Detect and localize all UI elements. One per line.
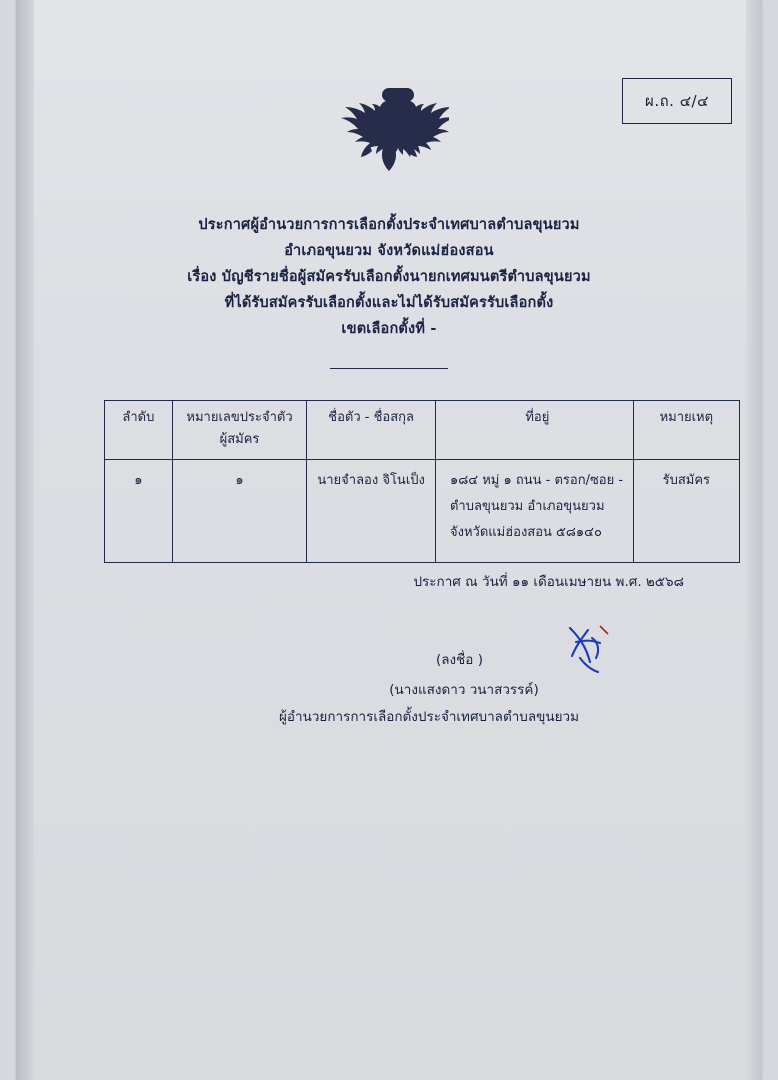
signature-label: (ลงชื่อ ) xyxy=(436,652,483,668)
document-heading xyxy=(16,212,762,342)
column-header-address: ที่อยู่ xyxy=(435,401,633,460)
cell-name: นายจำลอง จิโนเป็ง xyxy=(307,460,436,563)
signature-title: ผู้อำนวยการการเลือกตั้งประจำเทศบาลตำบลขุนยวม xyxy=(279,709,579,725)
heading-line-4: ที่ได้รับสมัครรับเลือกตั้งและไม่ได้รับสมัครรับเลือกตั้ง xyxy=(224,295,554,311)
table-row xyxy=(105,460,740,563)
cell-note: รับสมัคร xyxy=(633,460,739,563)
column-header-candidate-number-line1: หมายเลขประจำตัว xyxy=(186,410,293,425)
column-header-name: ชื่อตัว - ชื่อสกุล xyxy=(307,401,436,460)
column-header-candidate-number-line2: ผู้สมัคร xyxy=(219,432,260,447)
handwritten-signature xyxy=(556,622,616,678)
garuda-emblem-icon xyxy=(16,82,762,182)
heading-divider xyxy=(330,368,448,369)
announced-date: ประกาศ ณ วันที่ ๑๑ เดือนเมษายน พ.ศ. ๒๕๖๘ xyxy=(413,574,684,590)
column-header-no: ลำดับ xyxy=(105,401,173,460)
cell-candidate-number: ๑ xyxy=(172,460,306,563)
cell-address-line3: จังหวัดแม่ฮ่องสอน ๕๘๑๔๐ xyxy=(449,525,602,540)
column-header-candidate-number xyxy=(172,401,306,460)
document-page xyxy=(16,0,762,1080)
cell-address-line1: ๑๘๔ หมู่ ๑ ถนน - ตรอก/ซอย - xyxy=(449,473,624,488)
cell-no: ๑ xyxy=(105,460,173,563)
cell-address xyxy=(435,460,633,563)
heading-line-5: เขตเลือกตั้งที่ - xyxy=(341,321,437,337)
column-header-note: หมายเหตุ xyxy=(633,401,739,460)
table-header-row xyxy=(105,401,740,460)
candidate-table xyxy=(104,400,740,563)
signature-name: (นางแสงดาว วนาสวรรค์) xyxy=(389,682,539,698)
heading-line-1: ประกาศผู้อำนวยการการเลือกตั้งประจำเทศบาลตำบลขุนยวม xyxy=(198,217,580,233)
cell-address-line2: ตำบลขุนยวม อำเภอขุนยวม xyxy=(449,499,605,514)
heading-line-2: อำเภอขุนยวม จังหวัดแม่ฮ่องสอน xyxy=(284,243,494,259)
heading-line-3: เรื่อง บัญชีรายชื่อผู้สมัครรับเลือกตั้งนายกเทศมนตรีตำบลขุนยวม xyxy=(187,269,591,285)
form-code-text: ผ.ถ. ๔/๔ xyxy=(645,92,709,110)
